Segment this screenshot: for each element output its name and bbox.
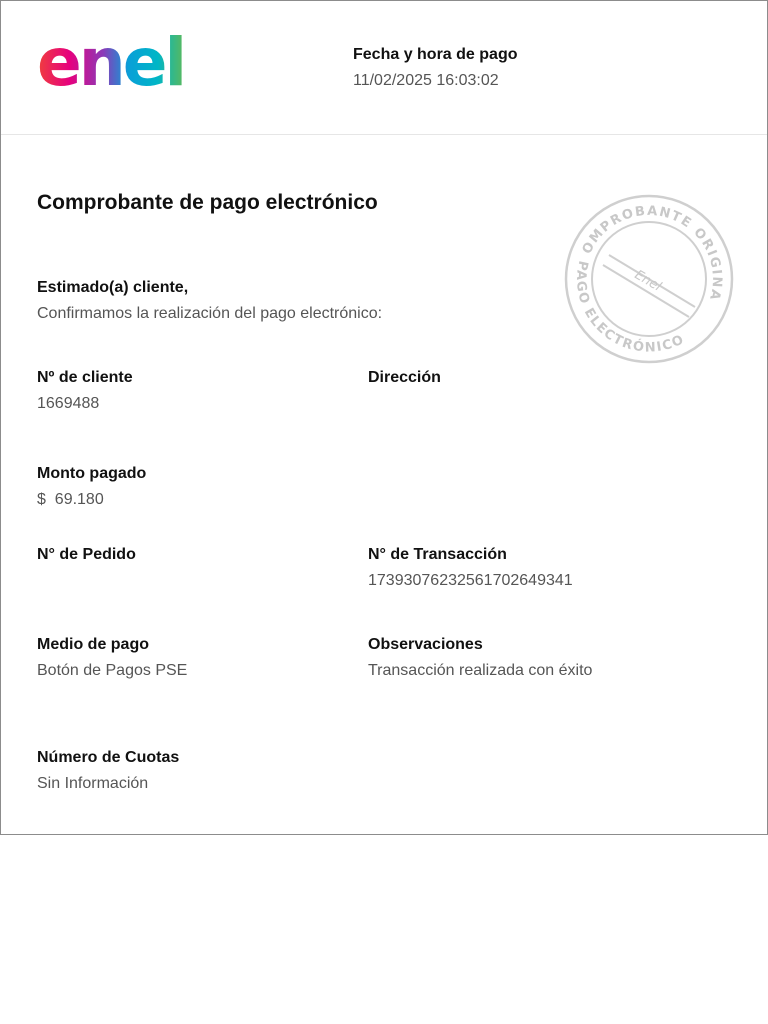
amount-paid-label: Monto pagado bbox=[37, 465, 147, 482]
payment-method-field bbox=[37, 634, 187, 682]
payment-method-value: Botón de Pagos PSE bbox=[37, 662, 188, 679]
client-number-value: 1669488 bbox=[37, 395, 100, 412]
address-label: Dirección bbox=[368, 369, 441, 386]
installments-label: Número de Cuotas bbox=[37, 749, 180, 766]
payment-datetime bbox=[353, 44, 517, 92]
client-number-label: Nº de cliente bbox=[37, 369, 133, 386]
logo-wordmark: enel bbox=[37, 29, 185, 101]
observations-label: Observaciones bbox=[368, 636, 483, 653]
observations-field bbox=[368, 634, 592, 682]
intro-text: Confirmamos la realización del pago electrónico: bbox=[37, 305, 383, 322]
installments-field bbox=[37, 747, 179, 795]
original-receipt-stamp bbox=[563, 193, 735, 365]
stamp-center-text: Enel bbox=[631, 267, 664, 295]
greeting-text: Estimado(a) cliente, bbox=[37, 279, 189, 296]
client-number-field bbox=[37, 367, 133, 415]
payment-datetime-value: 11/02/2025 16:03:02 bbox=[353, 72, 499, 89]
receipt-header bbox=[1, 1, 767, 135]
address-field bbox=[368, 367, 441, 393]
transaction-number-label: N° de Transacción bbox=[368, 546, 507, 563]
enel-logo bbox=[37, 29, 209, 101]
transaction-number-field bbox=[368, 544, 573, 592]
transaction-number-value: 17393076232561702649341 bbox=[368, 572, 573, 589]
order-number-label: N° de Pedido bbox=[37, 546, 136, 563]
order-number-field bbox=[37, 544, 136, 570]
installments-value: Sin Información bbox=[37, 775, 149, 792]
amount-paid-value: $ 69.180 bbox=[37, 491, 104, 508]
stamp-bottom-text: PAGO ELECTRÓNICO bbox=[572, 259, 688, 356]
stamp-top-text: COMPROBANTE ORIGINAL bbox=[579, 203, 725, 303]
greeting-block bbox=[37, 277, 382, 325]
observations-value: Transacción realizada con éxito bbox=[368, 662, 593, 679]
page-title: Comprobante de pago electrónico bbox=[37, 191, 378, 214]
payment-datetime-label: Fecha y hora de pago bbox=[353, 46, 518, 63]
payment-method-label: Medio de pago bbox=[37, 636, 149, 653]
svg-text:PAGO ELECTRÓNICO bbox=[573, 259, 687, 355]
amount-paid-field bbox=[37, 463, 146, 511]
